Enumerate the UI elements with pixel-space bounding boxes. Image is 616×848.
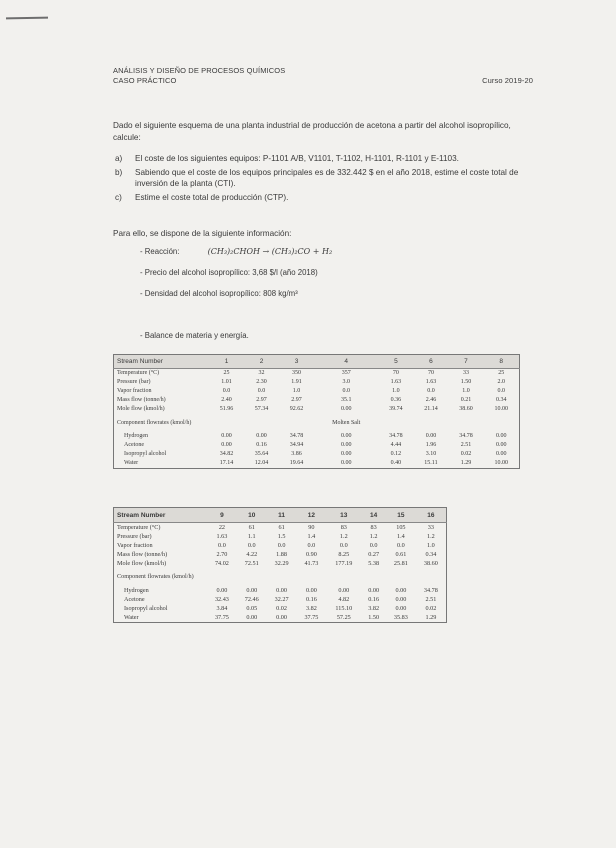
- cell: 1.01: [221, 379, 232, 385]
- cell: 1.63: [216, 533, 228, 540]
- row-label: Acetone: [124, 596, 145, 603]
- cell: 0.0: [497, 388, 505, 394]
- cell: 1.50: [368, 614, 380, 621]
- cell: 4.82: [338, 596, 350, 603]
- task-text: Estime el coste total de producción (CTP).: [135, 192, 289, 202]
- cell: 0.00: [221, 442, 232, 448]
- cell: 12.04: [254, 460, 269, 466]
- reaction-label: - Reacción:: [140, 247, 180, 256]
- cell: 2.40: [221, 397, 232, 403]
- cell: 83: [370, 524, 377, 531]
- balance-line: - Balance de materia y energía.: [140, 331, 249, 340]
- cell: 3.82: [305, 605, 317, 612]
- cell: 34.78: [423, 587, 438, 594]
- cell: 57.25: [336, 614, 351, 621]
- cell: 70: [392, 370, 399, 376]
- cell: 0.00: [340, 460, 352, 466]
- cell: 0.00: [340, 442, 352, 448]
- cell: 38.60: [459, 406, 473, 412]
- cell: 25.81: [393, 560, 408, 567]
- course-title: ANÁLISIS Y DISEÑO DE PROCESOS QUÍMICOS: [113, 66, 286, 75]
- stream-number: 14: [361, 508, 386, 523]
- cell: 1.0: [462, 388, 470, 394]
- task-letter: a): [115, 154, 123, 163]
- cell: 4.22: [246, 551, 258, 558]
- reaction-line: [140, 247, 332, 256]
- cell: 0.00: [305, 587, 317, 594]
- cell: 0.00: [256, 433, 267, 439]
- cell: 92.62: [289, 406, 304, 412]
- row-label: Hydrogen: [124, 587, 149, 594]
- cell: 37.75: [304, 614, 319, 621]
- cell: 0.0: [339, 542, 348, 549]
- stream-number: 6: [413, 355, 448, 369]
- cell: 0.00: [425, 433, 437, 439]
- stream-number: 12: [296, 508, 326, 523]
- cell: 34.94: [289, 442, 304, 448]
- row-label: Vapor fraction: [117, 388, 152, 394]
- cell: 0.21: [460, 397, 472, 403]
- cell: 35.1: [340, 397, 352, 403]
- cell: 90: [308, 524, 315, 531]
- cell: 0.0: [307, 542, 316, 549]
- table-row: [114, 450, 520, 459]
- table-row: [114, 604, 447, 613]
- cell: 0.0: [257, 388, 266, 394]
- cell: 0.27: [368, 551, 380, 558]
- cell: 1.63: [425, 379, 437, 385]
- cell: 83: [340, 524, 347, 531]
- cell: 0.0: [342, 388, 350, 394]
- cell: 25: [223, 370, 230, 376]
- stream-number: 11: [267, 508, 297, 523]
- cell: 2.51: [425, 596, 437, 603]
- cell: 5.38: [368, 560, 380, 567]
- cell: 0.16: [368, 596, 380, 603]
- row-label: Acetone: [124, 442, 144, 448]
- cell: 61: [248, 524, 255, 531]
- task-item: [113, 167, 528, 190]
- cell: 1.4: [307, 533, 316, 540]
- task-item: [113, 153, 528, 165]
- cell: 0.40: [390, 460, 402, 466]
- cell: 177.19: [335, 560, 353, 567]
- task-letter: c): [115, 192, 122, 202]
- cell: 0.00: [395, 605, 407, 612]
- cell: 0.90: [305, 551, 317, 558]
- cell: 37.75: [214, 614, 229, 621]
- cell: 1.5: [277, 533, 286, 540]
- table-row: [114, 550, 447, 559]
- cell: 0.61: [395, 551, 407, 558]
- table-row: [114, 595, 447, 604]
- cell: 0.00: [340, 406, 352, 412]
- stream-number: 2: [244, 355, 279, 369]
- stream-table-2: [113, 507, 447, 623]
- cell: 19.64: [289, 460, 304, 466]
- cell: 1.29: [460, 460, 472, 466]
- table-row: [114, 613, 447, 623]
- cell: 1.2: [369, 533, 378, 540]
- cell: 70: [427, 370, 434, 376]
- t1-body: [114, 369, 520, 469]
- cell: 1.0: [427, 542, 435, 549]
- row-label: Mole flow (kmol/h): [117, 406, 165, 412]
- cell: 34.78: [459, 433, 473, 439]
- density-line: - Densidad del alcohol isopropílico: 808 kg/m³: [140, 289, 298, 298]
- row-label: Temperature (°C): [117, 524, 161, 531]
- cell: 2.97: [291, 397, 302, 403]
- stream-number: 7: [448, 355, 483, 369]
- cell: 115.10: [335, 605, 353, 612]
- row-label: Temperature (°C): [117, 370, 160, 376]
- info-lead: Para ello, se dispone de la siguiente información:: [113, 229, 292, 238]
- cell: 10.00: [494, 460, 508, 466]
- reaction-equation: (CH₃)₂CHOH → (CH₃)₂CO + H₂: [207, 247, 333, 256]
- task-text: El coste de los siguientes equipos: P-1101 A/B, V1101, T-1102, H-1101, R-1101 y E-1103.: [135, 154, 459, 163]
- cell: 25: [498, 370, 505, 376]
- cell: 1.0: [392, 388, 400, 394]
- stream-number: 9: [207, 508, 237, 523]
- cell: 0.0: [277, 542, 286, 549]
- cell: 0.00: [340, 451, 352, 457]
- table-header-label: Stream Number: [114, 355, 210, 369]
- cell: 0.0: [218, 542, 226, 549]
- cell: 1.0: [292, 388, 301, 394]
- cell: 15.11: [424, 460, 438, 466]
- cell: 0.16: [256, 442, 267, 448]
- task-item: [113, 192, 528, 204]
- cell: 0.00: [246, 614, 258, 621]
- cell: 10.00: [494, 406, 508, 412]
- cell: 1.1: [247, 533, 256, 540]
- cell: 34.78: [289, 433, 304, 439]
- cell: 32.43: [214, 596, 229, 603]
- cell: 35.83: [393, 614, 408, 621]
- stream-number: 8: [483, 355, 519, 369]
- stream-number: 16: [416, 508, 447, 523]
- cell: 0.00: [395, 587, 407, 594]
- cell: 17.14: [219, 460, 234, 466]
- cell: 1.96: [425, 442, 437, 448]
- table-row: [114, 405, 520, 414]
- cell: 0.00: [276, 614, 287, 621]
- row-label: Pressure (bar): [117, 379, 151, 385]
- cell: 2.46: [425, 397, 437, 403]
- stream-number: 5: [378, 355, 413, 369]
- cell: 0.00: [216, 587, 228, 594]
- row-label: Water: [124, 460, 139, 466]
- cell: 0.00: [340, 433, 352, 439]
- cell: 0.00: [368, 587, 380, 594]
- cell: 34.78: [389, 433, 403, 439]
- document-header: [113, 66, 533, 86]
- cell: 2.70: [216, 551, 228, 558]
- cell: 34.82: [219, 451, 234, 457]
- cell: 61: [278, 524, 285, 531]
- cell: 74.02: [214, 560, 229, 567]
- cell: 0.0: [222, 388, 231, 394]
- stream-table-1: [113, 354, 520, 469]
- table-section-row: [114, 414, 520, 432]
- cell: 1.4: [397, 533, 405, 540]
- table-row: [114, 532, 447, 541]
- cell: 1.63: [390, 379, 402, 385]
- cell: 105: [396, 524, 406, 531]
- cell: 0.00: [495, 433, 507, 439]
- cell: 0.05: [246, 605, 258, 612]
- section-note: Molten Salt: [332, 420, 361, 426]
- cell: 51.96: [219, 406, 234, 412]
- table-row: [114, 459, 520, 469]
- row-label: Water: [124, 614, 139, 621]
- row-label: Isopropyl alcohol: [124, 451, 167, 457]
- cell: 0.34: [495, 397, 507, 403]
- row-label: Isopropyl alcohol: [124, 605, 168, 612]
- cell: 22: [218, 524, 225, 531]
- cell: 0.02: [460, 451, 472, 457]
- section-label: Component flowrates (kmol/h): [117, 573, 194, 580]
- stream-number: 15: [386, 508, 416, 523]
- cell: 2.97: [256, 397, 267, 403]
- price-line: - Precio del alcohol isopropílico: 3,68 $/l (año 2018): [140, 268, 318, 277]
- table-row: [114, 541, 447, 550]
- cell: 38.60: [423, 560, 438, 567]
- table-row: [114, 396, 520, 405]
- row-label: Vapor fraction: [117, 542, 153, 549]
- cell: 4.44: [390, 442, 402, 448]
- stream-number: 10: [237, 508, 267, 523]
- scan-mark: [6, 17, 48, 20]
- cell: 32.29: [274, 560, 289, 567]
- cell: 0.12: [390, 451, 402, 457]
- table-row: [114, 369, 520, 379]
- cell: 0.00: [495, 442, 507, 448]
- cell: 8.25: [338, 551, 350, 558]
- case-label: CASO PRÁCTICO: [113, 76, 177, 85]
- cell: 0.36: [390, 397, 402, 403]
- table-row: [114, 559, 447, 568]
- cell: 0.00: [338, 587, 350, 594]
- cell: 1.2: [427, 533, 435, 540]
- table-row: [114, 586, 447, 595]
- table-row: [114, 378, 520, 387]
- cell: 33: [427, 524, 434, 531]
- table-row: [114, 523, 447, 533]
- cell: 0.16: [305, 596, 317, 603]
- cell: 0.0: [427, 388, 435, 394]
- cell: 57.34: [254, 406, 269, 412]
- cell: 32: [258, 370, 265, 376]
- cell: 2.30: [256, 379, 267, 385]
- cell: 0.00: [221, 433, 232, 439]
- table-header-label: Stream Number: [114, 508, 208, 523]
- cell: 35.64: [254, 451, 269, 457]
- cell: 3.84: [216, 605, 228, 612]
- cell: 0.00: [276, 587, 287, 594]
- cell: 350: [292, 370, 302, 376]
- stream-number: 1: [209, 355, 244, 369]
- cell: 0.00: [395, 596, 407, 603]
- cell: 0.0: [247, 542, 256, 549]
- cell: 3.86: [291, 451, 302, 457]
- table-row: [114, 441, 520, 450]
- cell: 1.50: [460, 379, 472, 385]
- cell: 33: [462, 370, 469, 376]
- row-label: Pressure (bar): [117, 533, 152, 540]
- cell: 21.14: [424, 406, 438, 412]
- academic-year: Curso 2019-20: [482, 76, 533, 85]
- cell: 1.91: [291, 379, 302, 385]
- stream-number: 4: [314, 355, 378, 369]
- cell: 39.74: [389, 406, 403, 412]
- cell: 0.34: [425, 551, 437, 558]
- cell: 2.0: [497, 379, 505, 385]
- row-label: Mole flow (kmol/h): [117, 560, 167, 567]
- row-label: Hydrogen: [124, 433, 148, 439]
- stream-number: 3: [279, 355, 314, 369]
- cell: 1.2: [339, 533, 348, 540]
- cell: 3.0: [342, 379, 350, 385]
- cell: 3.82: [368, 605, 380, 612]
- table-row: [114, 432, 520, 441]
- cell: 0.02: [425, 605, 437, 612]
- row-label: Mass flow (tonne/h): [117, 397, 166, 403]
- section-label: Component flowrates (kmol/h): [117, 420, 192, 426]
- table-section-row: [114, 568, 447, 586]
- cell: 41.73: [304, 560, 319, 567]
- cell: 2.51: [460, 442, 472, 448]
- t2-body: [114, 523, 447, 623]
- task-list: [113, 153, 528, 205]
- cell: 72.46: [244, 596, 259, 603]
- cell: 1.88: [276, 551, 287, 558]
- cell: 357: [341, 370, 351, 376]
- cell: 72.51: [244, 560, 259, 567]
- task-text: Sabiendo que el coste de los equipos principales es de 332.442 $ en el año 2018, estime el coste total de inversión de la planta (CTI).: [135, 167, 519, 188]
- stream-number: 13: [326, 508, 361, 523]
- cell: 32.27: [274, 596, 289, 603]
- row-label: Mass flow (tonne/h): [117, 551, 168, 558]
- task-letter: b): [115, 167, 123, 177]
- cell: 3.10: [425, 451, 437, 457]
- cell: 0.00: [495, 451, 507, 457]
- table-row: [114, 387, 520, 396]
- cell: 0.0: [369, 542, 378, 549]
- cell: 1.29: [425, 614, 437, 621]
- problem-statement: Dado el siguiente esquema de una planta industrial de producción de acetona a partir del alcohol isopropílico, calcule:: [113, 121, 511, 142]
- cell: 0.02: [276, 605, 287, 612]
- cell: 0.00: [246, 587, 258, 594]
- cell: 0.0: [397, 542, 405, 549]
